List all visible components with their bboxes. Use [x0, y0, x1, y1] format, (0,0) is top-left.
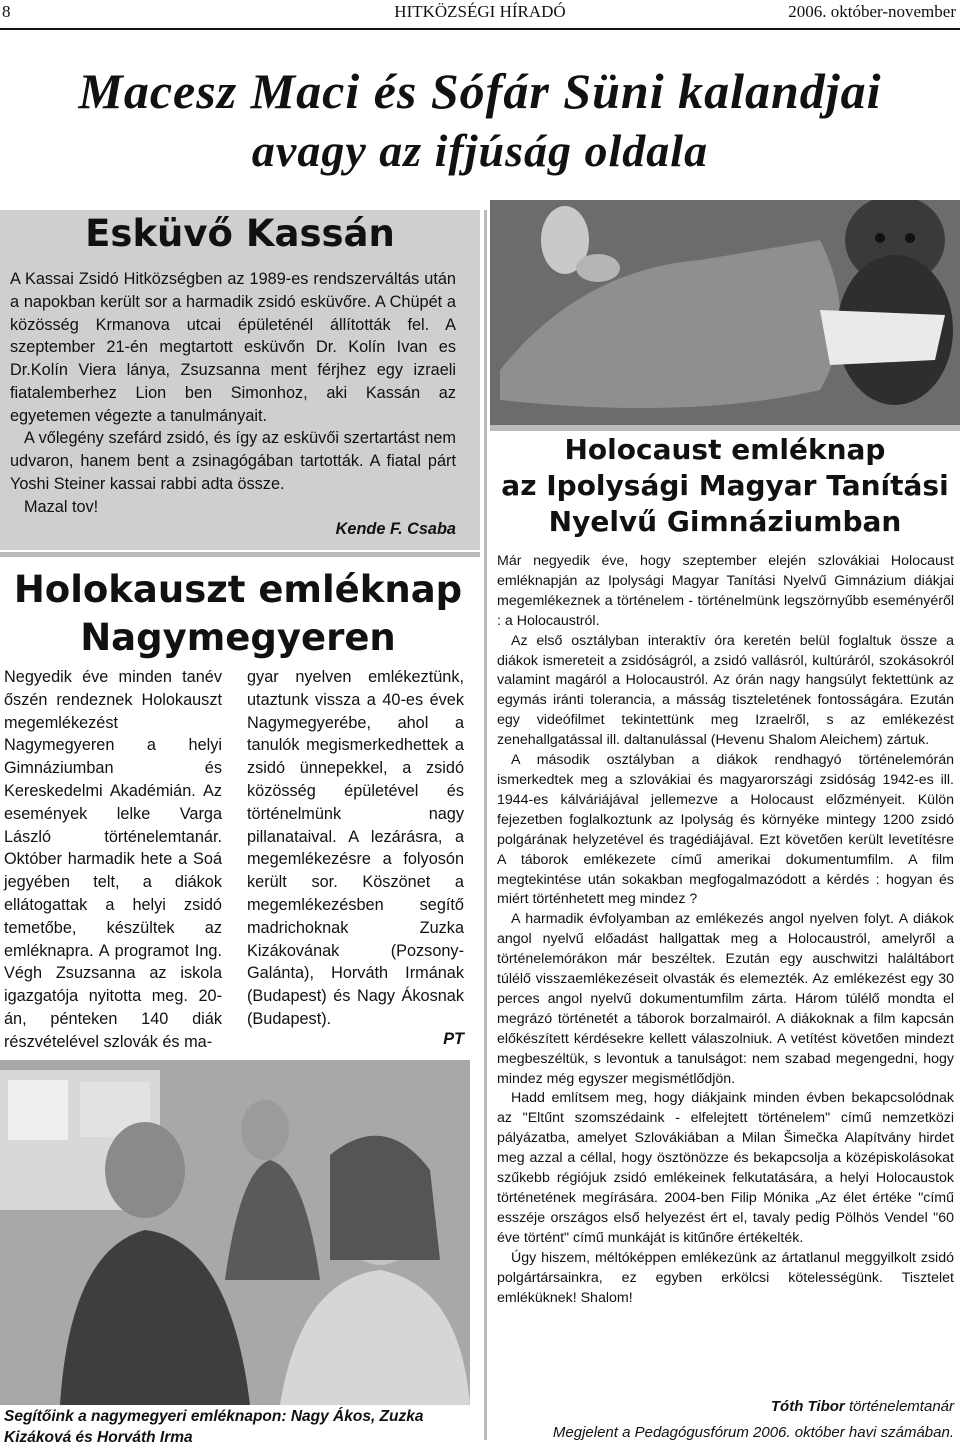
article-ipolysag-paragraph-4: A harmadik évfolyamban az emlékezés angol nyelven folyt. A diákok angol nyelvű előadást hallgattak meg a Holocaustról, amelyről a történelemórákon már beszéltek. Ezután egy auschwitzi haláltábort túlélő visszaemlékezéseit olvasták és elemezték. Az emlékezést egy 30 perces angol nyelvű dokumentumfilm zárta. Három túlélő mondta el megrázó történetét a táborok borzalmairól. A diákoknak a film kapcsán előkészített kérdésekre kellett válaszolniuk. A vetítést követően mindezt megbeszéltük, s levontuk a tanulságot: nem szabad megengedni, hogy mindez még egyszer megismétlődjön.	[497, 911, 954, 1087]
divider	[490, 425, 960, 431]
article-nagymegyer-title-2: Nagymegyeren	[80, 616, 396, 659]
article-ipolysag-paragraph-1: Már negyedik éve, hogy szeptember elején szlovákiai Holocaust emléknapján az Ipolysági Magyar Tanítási Nyelvű Gimnázium diákjai megemlékeznek a történelem - történelmünk legszörnyűbb eseményéről : a Holocaustról.	[497, 553, 954, 629]
masthead-subtitle: avagy az ifjúság oldala	[251, 125, 709, 176]
teddy-bear-photo	[490, 200, 960, 425]
page-number: 8	[2, 2, 11, 21]
author-role: történelemtanár	[848, 1398, 954, 1415]
masthead-title: Macesz Maci és Sófár Süni kalandjai	[78, 63, 882, 119]
article-ipolysag-paragraph-5: Hadd említsem meg, hogy diákjaink minden évben bekapcsolódnak az "Eltűnt szomszédaink - elfelejtett történelem" című nemzetközi pályázatba, amelyet Szlovákiában a Milan Šimečka Alapítvány hirdet meg azzal a céllal, hogy ösztönözze és bekapcsolja a középiskolásokat szűkebb régiójuk zsidó emlékeinek felkutatására, a helyi Holocaustok történetének megírására. 2004-ben Filip Mónika „Az élet értéke "című esszéje országos első helyezést ért el, tavaly pedig Pölhös Vendel "60 éve történt" című munkáját is kitűnőre értékelték.	[497, 1090, 954, 1246]
article-wedding-title: Esküvő Kassán	[85, 212, 395, 255]
article-nagymegyer-title-1: Holokauszt emléknap	[13, 568, 463, 611]
article-wedding-paragraph-1: A Kassai Zsidó Hitközségben az 1989-es rendszerváltás után a napokban került sor a harmadik zsidó esküvőre. A Chüpét a közösség Krmanova utcai épületénél állították fel. A szeptember 21-én megtartott esküvőn Dr. Kolín Ivan es Dr.Kolín Viera lánya, Zsuzsanna ment férjhez egy izraeli fiatalemberhez Lion ben Simonhoz, aki Kassán az egyetemen végezte a tanulmányait.	[10, 270, 456, 425]
article-nagymegyer-author: PT	[443, 1030, 464, 1048]
publication-name: HITKÖZSÉGI HÍRADÓ	[394, 2, 566, 21]
students-photo	[0, 1060, 470, 1405]
article-ipolysag-paragraph-2: Az első osztályban interaktív óra keretén belül foglaltuk össze a diákok ismereteit a zsidóságról, a zsidó vallásról, kultúráról, szokásokról valamint magáról a Holocaustról. Az órán nagy hangsúlyt fektettünk az egymás iránti tolerancia, a másság tiszteletének fontosságára. Ezután egy videófilmet tekintettünk meg Izraelről, s az emlékezést zenehallgatással ill. daltanulással (Hevenu Shalom Aleichem) zártuk.	[497, 632, 954, 749]
article-ipolysag-paragraph-6: Úgy hiszem, méltóképpen emlékezünk az ártatlanul meggyilkolt zsidó polgártársainkra, ez egyben erkölcsi kötelességünk. Tisztelet emléküknek! Shalom!	[497, 1249, 954, 1306]
article-ipolysag-title-3: Nyelvű Gimnáziumban	[548, 505, 902, 538]
article-wedding-paragraph-2: A vőlegény szefárd zsidó, és így az esküvői szertartást nem udvaron, hanem bent a zsinagógában tartották. A fiatal párt Yoshi Steiner kassai rabbi adta össze.	[10, 429, 456, 493]
article-wedding-paragraph-3: Mazal tov!	[24, 498, 99, 516]
article-ipolysag-title-2: az Ipolysági Magyar Tanítási	[501, 469, 949, 502]
article-ipolysag-paragraph-3: A második osztályban a diákok rendhagyó történelemórán ismerkedtek meg a szlovákiai és magyarországi zsidóság 1942-es ill. 1944-es kálváriájával jellemezve a Holocaust előzményeit. Külön fejezetben foglalkoztunk az Ipolyság és környéke mintegy 1200 zsidó polgárának helyzetével és tragédiájával. Ezt követően került levetítésre A táborok emlékezete című amerikai dokumentumfilm. A film megtekintése után sokakban megfogalmazódott a kérdés : hogyan és miért történhetett meg mindez ?	[497, 752, 954, 908]
column-divider	[484, 210, 487, 1440]
article-ipolysag-author	[497, 1398, 954, 1415]
author-name: Tóth Tibor	[770, 1398, 845, 1415]
students-photo-caption: Segítőink a nagymegyeri emléknapon: Nagy Ákos, Zuzka Kizáková és Horváth Irma	[4, 1408, 424, 1446]
issue-date: 2006. október-november	[788, 2, 956, 21]
header-rule	[0, 28, 960, 30]
article-wedding-author: Kende F. Csaba	[335, 520, 456, 538]
article-nagymegyer-col-2: gyar nyelven emlékeztünk, utaztunk vissza a 40-es évek Nagymegyerébe, ahol a tanulók megismerkedhettek a zsidó ünnepekkel, a zsidó közösség épületével és történelmünk nagy pillanataival. A lezárásra, a megemlékezésre a folyosón került sor. Köszönet a megemlékezésben segítő madrichoknak Zuzka Kizákovának (Pozsony-Galánta), Horváth Irmának (Budapest) és Nagy Ákosnak (Budapest).	[247, 668, 464, 1028]
divider	[0, 552, 480, 557]
article-ipolysag-body	[497, 552, 954, 1308]
article-nagymegyer-col-1: Negyedik éve minden tanév őszén rendeznek Holokauszt megemlékezést Nagymegyeren a helyi Gimnáziumban és Kereskedelmi Akadémián. Az események lelke Varga László történelemtanár. Október harmadik hete a Soá jegyében telt, a diákok ellátogattak a helyi zsidó temetőbe, készültek az emléknapra. A programot Ing. Végh Zsuzsanna az iskola igazgatója nyitotta meg. 20-án, pénteken 140 diák részvételével szlovák és ma-	[4, 668, 222, 1051]
article-ipolysag-title-1: Holocaust emléknap	[564, 433, 886, 466]
article-ipolysag-footnote: Megjelent a Pedagógusfórum 2006. október havi számában.	[552, 1424, 954, 1441]
